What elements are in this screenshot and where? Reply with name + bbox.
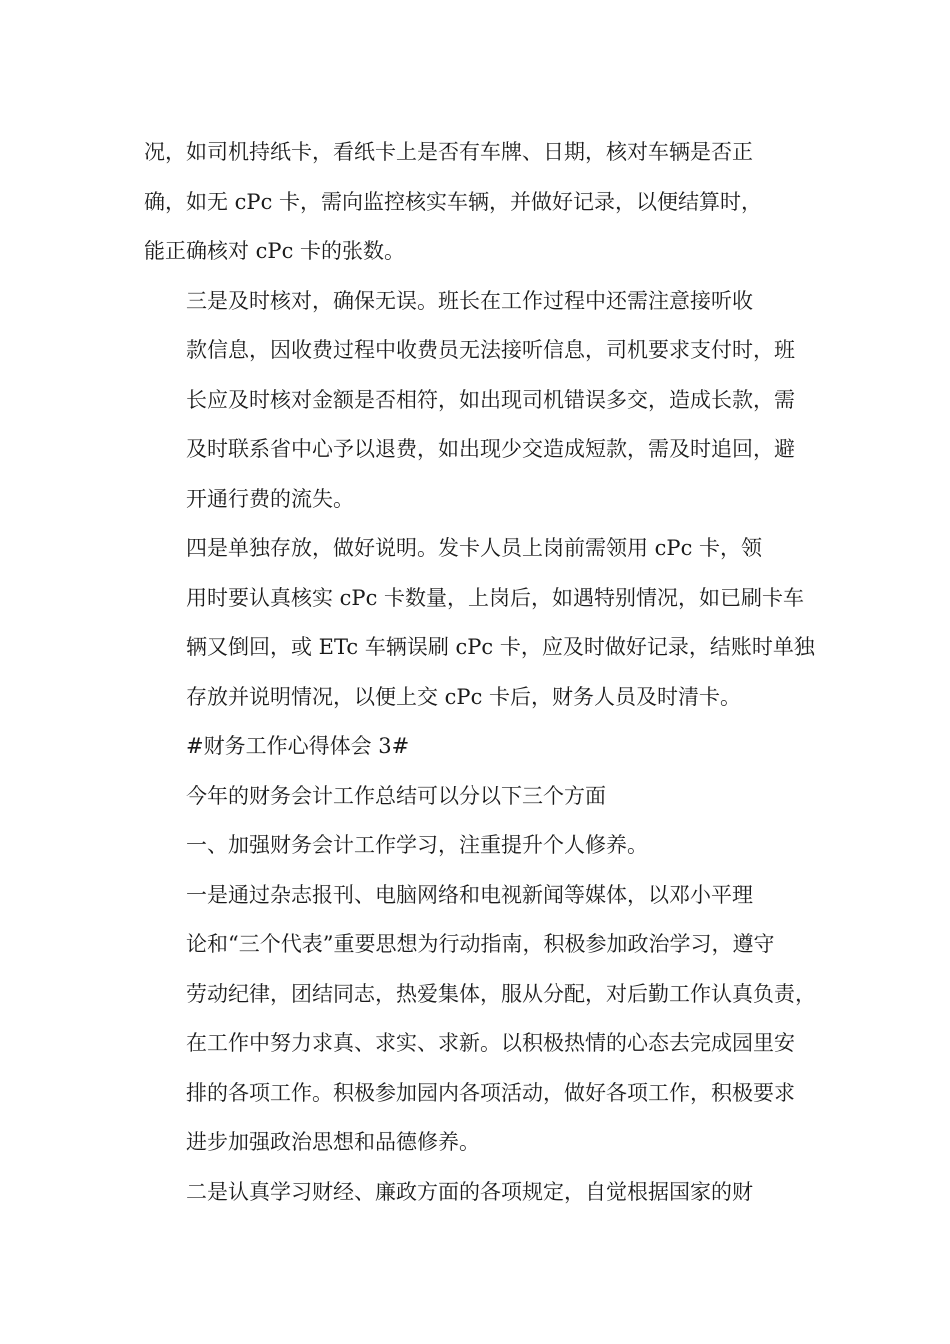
text-line: 排的各项工作。积极参加园内各项活动，做好各项工作，积极要求 xyxy=(186,1080,795,1105)
text-line: 用时要认真核实 cPc 卡数量，上岗后，如遇特别情况，如已刷卡车 xyxy=(186,585,805,610)
paragraph xyxy=(144,772,834,822)
text-line: 确，如无 cPc 卡，需向监控核实车辆，并做好记录，以便结算时， xyxy=(144,189,763,214)
paragraph xyxy=(144,524,834,722)
text-line: #财务工作心得体会 3# xyxy=(186,734,410,758)
text-line: 及时联系省中心予以退费，如出现少交造成短款，需及时追回，避 xyxy=(186,437,795,461)
text-line: 论和“三个代表”重要思想为行动指南，积极参加政治学习，遵守 xyxy=(186,932,775,956)
text-line: 能正确核对 cPc 卡的张数。 xyxy=(144,239,406,263)
text-line: 况，如司机持纸卡，看纸卡上是否有车牌、日期，核对车辆是否正 xyxy=(144,140,753,164)
text-line: 劳动纪律，团结同志，热爱集体，服从分配，对后勤工作认真负责， xyxy=(186,981,816,1006)
paragraph xyxy=(144,722,834,772)
text-line: 三是及时核对，确保无误。班长在工作过程中还需注意接听收 xyxy=(186,288,753,313)
text-line: 在工作中努力求真、求实、求新。以积极热情的心态去完成园里安 xyxy=(186,1031,795,1055)
text-line: 四是单独存放，做好说明。发卡人员上岗前需领用 cPc 卡，领 xyxy=(186,536,763,560)
text-line: 款信息，因收费过程中收费员无法接听信息，司机要求支付时，班 xyxy=(186,338,795,362)
paragraph xyxy=(144,1168,834,1218)
paragraph xyxy=(144,128,834,277)
text-line: 一是通过杂志报刊、电脑网络和电视新闻等媒体，以邓小平理 xyxy=(186,882,753,907)
text-line: 一、加强财务会计工作学习，注重提升个人修养。 xyxy=(186,833,648,857)
text-line: 开通行费的流失。 xyxy=(186,486,354,511)
text-line: 二是认真学习财经、廉政方面的各项规定，自觉根据国家的财 xyxy=(186,1179,753,1204)
paragraph xyxy=(144,277,834,525)
paragraph xyxy=(144,821,834,871)
document-body xyxy=(144,128,834,1217)
paragraph xyxy=(144,871,834,1168)
text-line: 存放并说明情况，以便上交 cPc 卡后，财务人员及时清卡。 xyxy=(186,684,742,709)
text-line: 辆又倒回，或 ETc 车辆误刷 cPc 卡，应及时做好记录，结账时单独 xyxy=(186,635,815,659)
text-line: 今年的财务会计工作总结可以分以下三个方面 xyxy=(186,783,606,808)
text-line: 长应及时核对金额是否相符，如出现司机错误多交，造成长款，需 xyxy=(186,387,795,412)
text-line: 进步加强政治思想和品德修养。 xyxy=(186,1130,480,1154)
